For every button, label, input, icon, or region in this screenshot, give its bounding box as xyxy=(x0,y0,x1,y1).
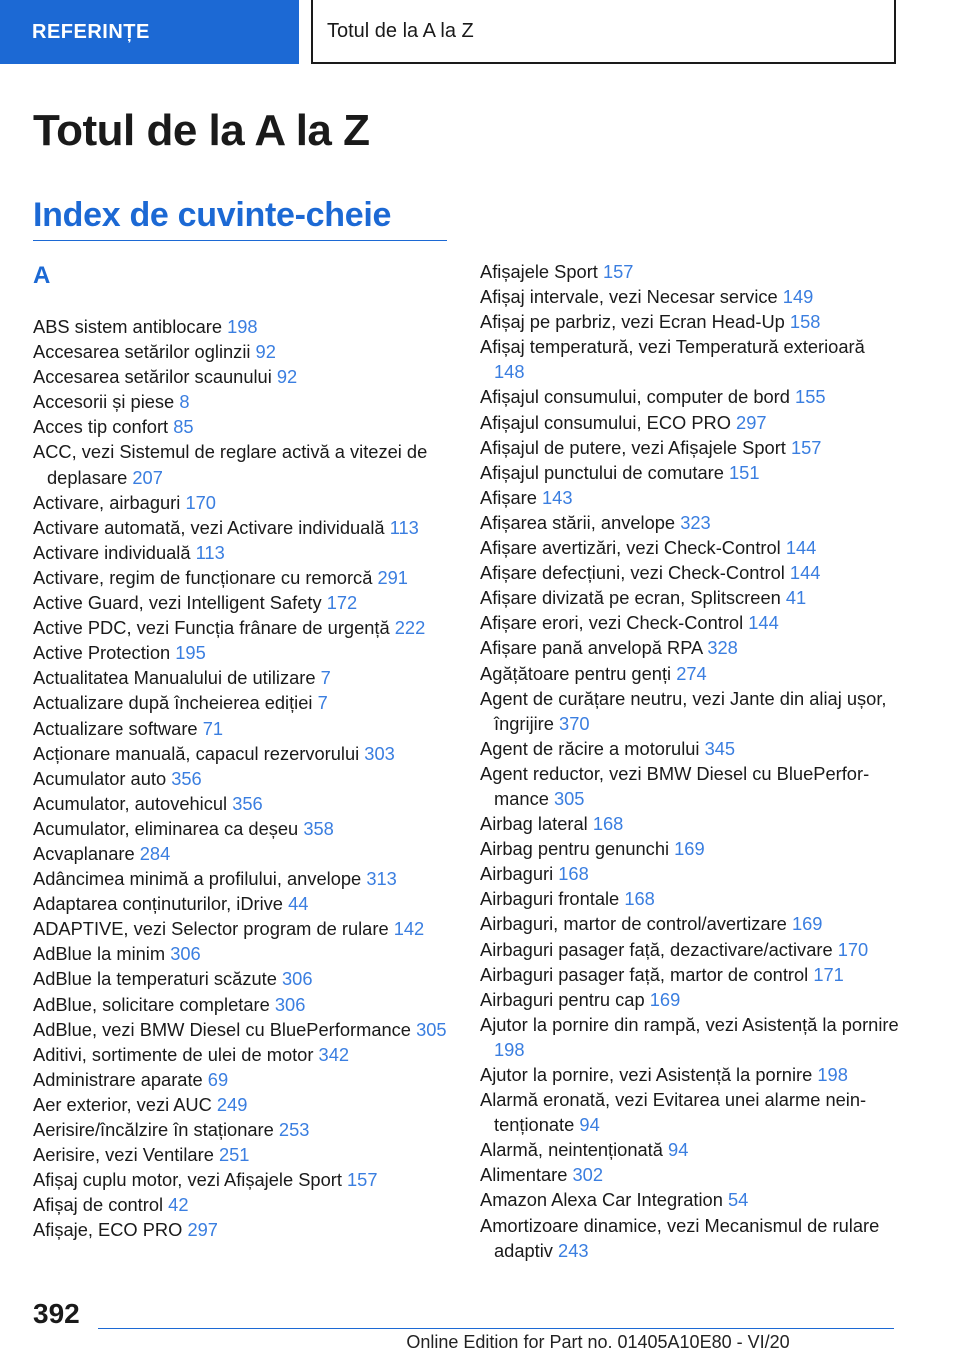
index-entry xyxy=(480,610,900,635)
index-column-right xyxy=(480,259,900,1263)
index-entry xyxy=(33,841,453,866)
index-entry xyxy=(480,836,900,861)
index-entry xyxy=(33,741,453,766)
index-entry-term: Ajutor la pornire din rampă, vezi Asistență la pornire xyxy=(480,1013,899,1035)
index-entry-page-link[interactable]: 69 xyxy=(207,1068,229,1090)
index-entry-page-link[interactable]: 251 xyxy=(218,1144,250,1166)
index-entry xyxy=(33,916,453,941)
index-entry-term: Afișajele Sport xyxy=(480,261,598,282)
index-entry xyxy=(33,339,453,364)
index-entry-page-link[interactable]: 342 xyxy=(318,1043,350,1065)
footer-divider xyxy=(98,1328,894,1329)
index-entry xyxy=(480,1012,900,1062)
index-entry-page-link[interactable]: 169 xyxy=(791,913,823,935)
index-entry-page-link[interactable]: 148 xyxy=(494,361,525,383)
index-entry-term: Airbaguri frontale xyxy=(480,888,620,910)
index-entry-page-link[interactable]: 303 xyxy=(364,742,395,764)
index-entry-page-link[interactable]: 41 xyxy=(785,587,807,609)
footer-edition: Online Edition for Part no. 01405A10E80 - VI/20 xyxy=(406,1332,790,1352)
index-entry-term: Alarmă, neintenționată xyxy=(480,1139,663,1161)
index-entry xyxy=(33,766,453,791)
index-entry-term: Airbag pentru genunchi xyxy=(480,838,670,860)
index-entry-page-link[interactable]: 198 xyxy=(817,1064,848,1085)
index-entry-page-link[interactable]: 358 xyxy=(303,817,334,839)
index-entry-term: Active Protection xyxy=(33,642,171,664)
index-entry-term: Airbaguri pasager față, dezactivare/activare xyxy=(480,938,833,960)
index-entry-term: Afișare avertizări, vezi Check-Control xyxy=(480,537,781,559)
index-entry xyxy=(33,1017,453,1042)
index-entry xyxy=(33,364,453,389)
index-entry-page-link[interactable]: 155 xyxy=(795,386,826,408)
index-entry-page-link[interactable]: 113 xyxy=(195,541,225,563)
index-entry-page-link[interactable]: 94 xyxy=(668,1139,689,1161)
index-entry-page-link[interactable]: 297 xyxy=(736,411,767,433)
index-entry xyxy=(480,1187,900,1212)
index-entry-term: Ajutor la pornire, vezi Asistență la pornire xyxy=(480,1064,813,1085)
index-entry xyxy=(33,1192,453,1217)
index-entry-term: Acumulator, autovehicul xyxy=(33,792,228,814)
index-entry-term: ABS sistem antiblocare xyxy=(33,316,222,337)
index-entry-page-link[interactable]: 198 xyxy=(494,1038,525,1060)
index-entry-page-link[interactable]: 8 xyxy=(179,391,190,413)
index-entry-term: Afișajul punctului de comutare xyxy=(480,461,724,483)
index-entry-term: Airbaguri pasager față, martor de control xyxy=(480,963,809,985)
index-entry-page-link[interactable]: 297 xyxy=(187,1219,218,1241)
index-entry-term: Afișarea stării, anvelope xyxy=(480,511,676,533)
index-entry-page-link[interactable]: 323 xyxy=(680,511,711,533)
index-entry xyxy=(33,1217,453,1242)
index-entry-page-link[interactable]: 170 xyxy=(185,491,216,513)
index-entry-page-link[interactable]: 306 xyxy=(170,943,201,965)
index-entry xyxy=(480,1062,900,1087)
index-entry-page-link[interactable]: 305 xyxy=(553,787,585,809)
index-entry-page-link[interactable]: 144 xyxy=(748,612,779,634)
index-entry xyxy=(33,590,453,615)
index-entry xyxy=(480,811,900,836)
index-entry-page-link[interactable]: 305 xyxy=(416,1018,447,1040)
index-entry-term: Alimentare xyxy=(480,1164,568,1186)
index-entry-term: Afișaj temperatură, vezi Temperatură exterioară xyxy=(480,336,865,358)
index-entry-page-link[interactable]: 92 xyxy=(276,366,298,388)
index-entry-page-link[interactable]: 171 xyxy=(813,963,844,985)
index-entry-page-link[interactable]: 195 xyxy=(175,642,206,664)
index-entry-term: AdBlue la minim xyxy=(33,943,166,965)
index-entry-term: Adaptarea conținuturilor, iDrive xyxy=(33,893,283,915)
index-entry-page-link[interactable]: 151 xyxy=(728,461,760,483)
index-entry xyxy=(480,485,900,510)
index-entry xyxy=(33,540,453,565)
index-entry-page-link[interactable]: 168 xyxy=(592,813,624,835)
index-entry xyxy=(33,1117,453,1142)
index-entry-page-link[interactable]: 243 xyxy=(558,1239,589,1261)
index-entry-page-link[interactable]: 142 xyxy=(393,918,425,940)
index-entry-term: Active Guard, vezi Intelligent Safety xyxy=(33,592,322,614)
index-entry-page-link[interactable]: 54 xyxy=(727,1189,749,1211)
index-entry-page-link[interactable]: 198 xyxy=(227,316,258,337)
index-entry-page-link[interactable]: 356 xyxy=(171,767,202,789)
index-entry-term: Activare automată, vezi Activare individuală xyxy=(33,516,385,538)
index-entry-term: Acționare manuală, capacul rezervorului xyxy=(33,742,360,764)
index-entry xyxy=(480,1213,900,1263)
index-entry-term: Afișare defecțiuni, vezi Check-Control xyxy=(480,562,785,584)
index-entry-page-link[interactable]: 169 xyxy=(674,838,705,860)
index-entry xyxy=(33,1092,453,1117)
section-divider xyxy=(33,240,447,241)
index-entry xyxy=(480,911,900,936)
index-entry xyxy=(33,439,453,489)
index-entry-term: Aerisire/încălzire în staționare xyxy=(33,1119,274,1140)
index-entry-term: Adâncimea minimă a profilului, anvelope xyxy=(33,868,362,890)
index-entry xyxy=(33,1142,453,1167)
index-entry-term: Aditivi, sortimente de ulei de motor xyxy=(33,1043,314,1065)
index-entry-term: Afișajul consumului, ECO PRO xyxy=(480,411,731,433)
index-entry xyxy=(480,334,900,384)
index-entry-page-link[interactable]: 345 xyxy=(704,737,736,759)
index-entry xyxy=(480,686,900,736)
index-entry-term: Airbag lateral xyxy=(480,813,588,835)
index-entry xyxy=(33,891,453,916)
index-entry-term: Actualizare software xyxy=(33,717,198,739)
index-entry xyxy=(480,736,900,761)
index-entry-page-link[interactable]: 249 xyxy=(216,1093,248,1115)
index-entry-term: Acumulator auto xyxy=(33,767,167,789)
index-entry-page-link[interactable]: 157 xyxy=(790,436,822,458)
index-entry xyxy=(480,962,900,987)
index-entry xyxy=(33,414,453,439)
index-entry-page-link[interactable]: 157 xyxy=(347,1169,378,1191)
index-entry xyxy=(480,937,900,962)
index-entry-term: Afișare erori, vezi Check-Control xyxy=(480,612,744,634)
index-entry-term: Afișajul de putere, vezi Afișajele Sport xyxy=(480,436,786,458)
index-entry-page-link[interactable]: 92 xyxy=(255,341,276,363)
index-entry-term: Afișaj pe parbriz, vezi Ecran Head-Up xyxy=(480,311,785,333)
breadcrumb: Totul de la A la Z xyxy=(311,0,896,64)
index-entry-page-link[interactable]: 370 xyxy=(559,712,590,734)
index-entry xyxy=(33,615,453,640)
index-entry xyxy=(33,490,453,515)
index-entry-term: Accesarea setărilor scaunului xyxy=(33,366,272,388)
index-entry-page-link[interactable]: 71 xyxy=(202,717,224,739)
index-entry-page-link[interactable]: 7 xyxy=(317,692,328,714)
index-entry xyxy=(480,510,900,535)
index-entry-page-link[interactable]: 170 xyxy=(837,938,869,960)
section-title: Index de cuvinte-cheie xyxy=(33,196,392,234)
index-entry-term: Alarmă eronată, vezi Evitarea unei alarme neintenționate xyxy=(480,1089,867,1136)
index-entry-term: Amortizoare dinamice, vezi Mecanismul de rulare adaptiv xyxy=(480,1214,880,1261)
index-entry xyxy=(33,565,453,590)
index-entry-page-link[interactable]: 172 xyxy=(326,592,358,614)
index-entry-term: Acvaplanare xyxy=(33,842,135,864)
index-entry xyxy=(33,716,453,741)
index-entry xyxy=(480,259,900,284)
index-entry-term: Activare, regim de funcționare cu remorcă xyxy=(33,566,373,588)
index-entry-page-link[interactable]: 207 xyxy=(132,466,163,488)
index-entry xyxy=(33,1167,453,1192)
index-entry xyxy=(480,661,900,686)
index-entry-page-link[interactable]: 44 xyxy=(288,893,309,915)
index-entry-page-link[interactable]: 253 xyxy=(278,1119,310,1140)
index-entry-term: ACC, vezi Sistemul de reglare activă a vitezei de deplasare xyxy=(33,441,428,488)
index-entry xyxy=(33,314,453,339)
index-entry xyxy=(33,791,453,816)
index-entry-term: Afișaje, ECO PRO xyxy=(33,1219,183,1241)
index-entry-term: Activare individuală xyxy=(33,541,191,563)
index-entry-term: AdBlue, vezi BMW Diesel cu BluePerformance xyxy=(33,1018,411,1040)
index-entry xyxy=(480,435,900,460)
index-entry xyxy=(480,987,900,1012)
index-entry-page-link[interactable]: 168 xyxy=(624,888,655,910)
index-entry xyxy=(33,389,453,414)
index-entry-term: Active PDC, vezi Funcția frânare de urgență xyxy=(33,617,390,639)
index-entry-term: Administrare aparate xyxy=(33,1068,203,1090)
index-entry-term: ADAPTIVE, vezi Selector program de rulare xyxy=(33,918,389,940)
index-entry-term: Agent de curățare neutru, vezi Jante din aliaj ușor, îngrijire xyxy=(480,687,887,734)
index-entry-term: Agent reductor, vezi BMW Diesel cu BluePerformance xyxy=(480,762,870,809)
index-entry-term: Afișare pană anvelopă RPA xyxy=(480,637,703,659)
index-entry-page-link[interactable]: 42 xyxy=(168,1194,189,1216)
index-entry-term: Airbaguri, martor de control/avertizare xyxy=(480,913,787,935)
index-entry-term: AdBlue la temperaturi scăzute xyxy=(33,968,277,990)
index-entry-term: Afișajul consumului, computer de bord xyxy=(480,386,790,408)
index-entry-page-link[interactable]: 302 xyxy=(572,1164,603,1186)
index-entry-page-link[interactable]: 113 xyxy=(389,516,419,538)
index-entry-page-link[interactable]: 149 xyxy=(782,286,814,308)
index-entry xyxy=(33,690,453,715)
index-entry-term: Actualitatea Manualului de utilizare xyxy=(33,667,316,689)
index-entry-page-link[interactable]: 328 xyxy=(707,637,738,659)
index-entry xyxy=(480,384,900,409)
index-entry-term: Accesorii și piese xyxy=(33,391,175,413)
index-entry xyxy=(33,515,453,540)
index-entry xyxy=(33,941,453,966)
index-entry xyxy=(33,1067,453,1092)
index-entry-page-link[interactable]: 144 xyxy=(789,562,821,584)
index-entry xyxy=(480,886,900,911)
index-entry xyxy=(480,761,900,811)
index-entry-page-link[interactable]: 169 xyxy=(649,988,681,1010)
index-entry-page-link[interactable]: 306 xyxy=(274,993,306,1015)
index-entry xyxy=(480,1137,900,1162)
index-entry-page-link[interactable]: 85 xyxy=(173,416,194,438)
index-entry xyxy=(33,816,453,841)
index-entry-term: Activare, airbaguri xyxy=(33,491,181,513)
index-entry-page-link[interactable]: 291 xyxy=(377,566,408,588)
index-entry-page-link[interactable]: 306 xyxy=(281,968,313,990)
index-entry-term: Acumulator, eliminarea ca deșeu xyxy=(33,817,299,839)
index-entry-term: Aerisire, vezi Ventilare xyxy=(33,1144,214,1166)
index-entry-page-link[interactable]: 222 xyxy=(394,617,426,639)
index-letter-heading: A xyxy=(33,262,51,289)
index-entry-page-link[interactable]: 143 xyxy=(542,486,573,508)
index-entry-term: Afișaj de control xyxy=(33,1194,164,1216)
index-entry-term: Afișaj intervale, vezi Necesar service xyxy=(480,286,778,308)
index-entry-term: Amazon Alexa Car Integration xyxy=(480,1189,723,1211)
index-entry xyxy=(33,640,453,665)
index-entry xyxy=(480,861,900,886)
index-entry xyxy=(480,309,900,334)
index-entry xyxy=(480,585,900,610)
index-entry-term: Accesarea setărilor oglinzii xyxy=(33,341,251,363)
index-entry xyxy=(480,635,900,660)
index-entry-page-link[interactable]: 144 xyxy=(785,537,817,559)
index-entry-page-link[interactable]: 157 xyxy=(602,261,634,282)
index-entry xyxy=(480,410,900,435)
index-entry xyxy=(480,535,900,560)
index-entry xyxy=(480,1087,900,1137)
index-entry-term: Agățătoare pentru genți xyxy=(480,662,672,684)
index-entry-page-link[interactable]: 94 xyxy=(579,1114,600,1136)
index-entry-page-link[interactable]: 274 xyxy=(676,662,707,684)
index-entry xyxy=(33,966,453,991)
index-entry-term: Airbaguri pentru cap xyxy=(480,988,645,1010)
index-column-left xyxy=(33,314,453,1242)
index-entry xyxy=(480,560,900,585)
index-entry-term: Afișare divizată pe ecran, Splitscreen xyxy=(480,587,781,609)
index-entry-page-link[interactable]: 313 xyxy=(366,868,397,890)
index-entry-term: Actualizare după încheierea ediției xyxy=(33,692,313,714)
index-entry-term: Aer exterior, vezi AUC xyxy=(33,1093,212,1115)
page-number: 392 xyxy=(33,1298,80,1329)
page-title: Totul de la A la Z xyxy=(33,106,370,155)
index-entry-term: Airbaguri xyxy=(480,863,554,885)
index-entry-page-link[interactable]: 284 xyxy=(139,842,171,864)
index-entry xyxy=(33,992,453,1017)
index-entry-page-link[interactable]: 7 xyxy=(320,667,331,689)
index-entry xyxy=(33,665,453,690)
index-entry-page-link[interactable]: 158 xyxy=(789,311,821,333)
index-entry-term: Acces tip confort xyxy=(33,416,169,438)
section-tab: REFERINȚE xyxy=(0,0,299,64)
index-entry-term: Afișare xyxy=(480,486,537,508)
index-entry xyxy=(480,1162,900,1187)
index-entry-page-link[interactable]: 356 xyxy=(232,792,263,814)
index-entry-page-link[interactable]: 168 xyxy=(558,863,589,885)
index-entry xyxy=(480,284,900,309)
index-entry-term: Agent de răcire a motorului xyxy=(480,737,700,759)
index-entry-term: Afișaj cuplu motor, vezi Afișajele Sport xyxy=(33,1169,342,1191)
index-entry-term: AdBlue, solicitare completare xyxy=(33,993,270,1015)
index-entry xyxy=(480,460,900,485)
index-entry xyxy=(33,1042,453,1067)
index-entry xyxy=(33,866,453,891)
